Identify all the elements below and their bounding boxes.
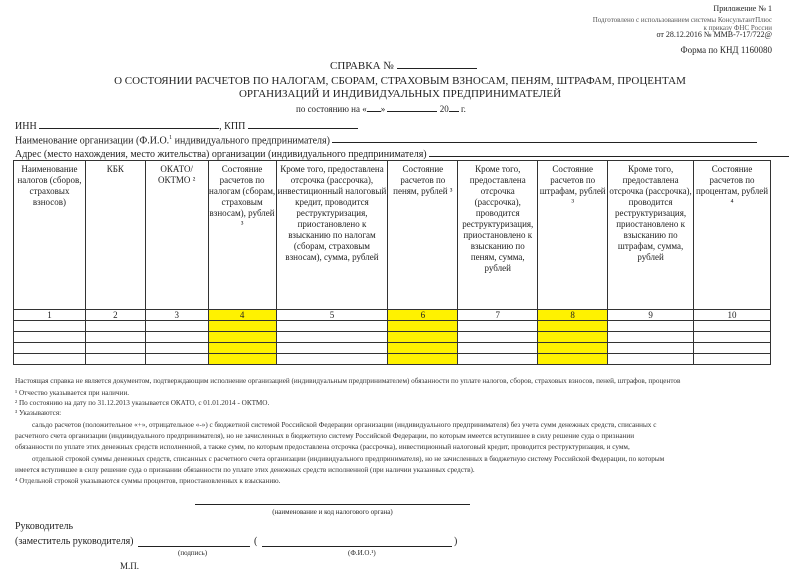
org-name-row: Наименование организации (Ф.И.О.$^1$ индивидуального предпринимателя): [15, 135, 757, 146]
table-cell[interactable]: [538, 343, 608, 354]
table-cell[interactable]: [276, 321, 388, 332]
table-row: [14, 321, 771, 332]
col-number: 2: [85, 310, 145, 321]
doc-subtitle-2: ОРГАНИЗАЦИЙ И ИНДИВИДУАЛЬНЫХ ПРЕДПРИНИМАТЕЛЕЙ: [238, 88, 562, 100]
year-field[interactable]: [449, 111, 459, 112]
table-cell[interactable]: [14, 332, 86, 343]
col-number: 5: [276, 310, 388, 321]
day-field[interactable]: [367, 111, 381, 112]
disclaimer-note: Настоящая справка не является документом, подтверждающим исполнение организацией (индивидуальным предпринимателем) обязанности по уплате налогов, сборов, страховых взносов, пеней, штрафов, процентов: [15, 377, 681, 385]
col-header-tax-deferral: Кроме того, предоставлена отсрочка (рассрочка), инвестиционный налоговый кредит, проводится реструктуризация, приостановлено к взысканию по налогам (сборам, страховым взносам), сумма, рублей: [276, 161, 388, 310]
col-number: 7: [458, 310, 538, 321]
address-input[interactable]: [429, 156, 789, 157]
col-header-tax-state: Состояние расчетов по налогам (сборам, страховым взносам), рублей ³: [208, 161, 276, 310]
table-cell[interactable]: [538, 354, 608, 365]
inn-input[interactable]: [39, 128, 219, 129]
stamp-label: М.П.: [120, 561, 140, 571]
table-cell[interactable]: [14, 354, 86, 365]
footnote-3-line-4: отдельной строкой суммы денежных средств, списанных с расчетного счета организации (индивидуального предпринимателя), но не зачисленных в бюджетную систему Российской Федерации, по которым: [32, 455, 665, 463]
as-of-date: по состоянию на « » 20 г.: [296, 104, 466, 114]
table-cell[interactable]: [85, 343, 145, 354]
deputy-label: (заместитель руководителя): [15, 536, 134, 547]
doc-number-field[interactable]: [397, 68, 477, 69]
fio-line[interactable]: [262, 546, 452, 547]
table-cell[interactable]: [694, 332, 771, 343]
footnote-4: ⁴ Отдельной строкой указываются суммы процентов, приостановленных к взысканию.: [15, 477, 281, 485]
footnote-3-line-5: имеется вступившее в силу решение суда о признании обязанности по уплате этих денежных средств исполненной (при наличии указанных средств).: [15, 466, 475, 474]
fio-close-paren: ): [454, 536, 458, 547]
kpp-input[interactable]: [248, 128, 358, 129]
col-number: 6: [388, 310, 458, 321]
col-header-kbk: КБК: [85, 161, 145, 310]
signature-line[interactable]: [138, 546, 250, 547]
table-cell[interactable]: [145, 321, 208, 332]
doc-subtitle: О СОСТОЯНИИ РАСЧЕТОВ ПО НАЛОГАМ, СБОРАМ, СТРАХОВЫМ ВЗНОСАМ, ПЕНЯМ, ШТРАФАМ, ПРОЦЕНТАМ: [114, 75, 686, 87]
table-cell[interactable]: [694, 321, 771, 332]
table-cell[interactable]: [388, 321, 458, 332]
fio-open-paren: (: [254, 536, 258, 547]
footnote-3-line-1: сальдо расчетов (положительное «+», отрицательное «-») с бюджетной системой Российской Федерации организации (индивидуального предпринимателя) без учета сумм денежных средств, списанных с: [32, 421, 657, 429]
table-cell[interactable]: [208, 354, 276, 365]
footnote-2: ² По состоянию на дату по 31.12.2013 указывается ОКАТО, с 01.01.2014 - ОКТМО.: [15, 399, 270, 407]
footnote-3-line-3: обязанности по уплате этих денежных средств исполненной, а также сумм, по которым предоставлена отсрочка (рассрочка), инвестиционный налоговый кредит, проводится реструктуризация, и сумм,: [15, 443, 630, 451]
settlements-table: [13, 160, 771, 365]
table-row: [14, 343, 771, 354]
authority-caption: (наименование и код налогового органа): [272, 508, 393, 516]
col-header-penalty-state: Состояние расчетов по пеням, рублей ³: [388, 161, 458, 310]
order-date: от 28.12.2016 № ММВ-7-17/722@: [656, 30, 772, 39]
appendix-label: Приложение № 1: [713, 4, 772, 13]
table-cell[interactable]: [538, 321, 608, 332]
col-header-oktmo: ОКАТО/ ОКТМО ²: [145, 161, 208, 310]
col-header-tax: Наименование налогов (сборов, страховых взносов): [14, 161, 86, 310]
col-header-interest-state: Состояние расчетов по процентам, рублей ⁴: [694, 161, 771, 310]
table-cell[interactable]: [608, 354, 694, 365]
col-number: 10: [694, 310, 771, 321]
table-cell[interactable]: [608, 321, 694, 332]
table-cell[interactable]: [608, 343, 694, 354]
table-cell[interactable]: [145, 343, 208, 354]
table-cell[interactable]: [85, 321, 145, 332]
table-cell[interactable]: [458, 321, 538, 332]
col-number: 4: [208, 310, 276, 321]
sign-caption: (подпись): [178, 549, 208, 557]
table-cell[interactable]: [208, 321, 276, 332]
footnote-3-line-2: расчетного счета организации (индивидуального предпринимателя), но не зачисленных в бюджетную систему Российской Федерации, по которым имеется вступившее в силу решение суда о признании: [15, 432, 635, 440]
head-label: Руководитель: [15, 521, 74, 532]
col-header-penalty-deferral: Кроме того, предоставлена отсрочка (рассрочка), проводится реструктуризация, приостановлено к взысканию по пеням, сумма, рублей: [458, 161, 538, 310]
col-number: 1: [14, 310, 86, 321]
month-field[interactable]: [387, 111, 437, 112]
table-cell[interactable]: [388, 332, 458, 343]
col-header-fine-state: Состояние расчетов по штрафам, рублей ³: [538, 161, 608, 310]
col-number: 3: [145, 310, 208, 321]
table-cell[interactable]: [14, 321, 86, 332]
table-cell[interactable]: [208, 332, 276, 343]
table-cell[interactable]: [608, 332, 694, 343]
table-cell[interactable]: [208, 343, 276, 354]
table-cell[interactable]: [388, 343, 458, 354]
table-cell[interactable]: [694, 354, 771, 365]
footnote-3: ³ Указываются:: [15, 409, 62, 417]
table-cell[interactable]: [276, 332, 388, 343]
table-cell[interactable]: [694, 343, 771, 354]
col-header-fine-deferral: Кроме того, предоставлена отсрочка (рассрочка), проводится реструктуризация, приостановлено к взысканию по штрафам, сумма, рублей: [608, 161, 694, 310]
table-cell[interactable]: [85, 354, 145, 365]
footnote-1: ¹ Отчество указывается при наличии.: [15, 389, 130, 397]
org-name-input[interactable]: [332, 142, 757, 143]
col-number: 9: [608, 310, 694, 321]
form-code: Форма по КНД 1160080: [680, 45, 772, 55]
table-cell[interactable]: [145, 354, 208, 365]
authority-line[interactable]: [195, 504, 470, 505]
prepared-note: Подготовлено с использованием системы КонсультантПлюс: [592, 16, 772, 24]
table-cell[interactable]: [85, 332, 145, 343]
table-cell[interactable]: [276, 354, 388, 365]
order-ref: к приказу ФНС России: [703, 24, 772, 32]
table-row: [14, 354, 771, 365]
col-number: 8: [538, 310, 608, 321]
table-cell[interactable]: [458, 332, 538, 343]
fio-caption: (Ф.И.О.¹): [348, 549, 376, 557]
table-row: [14, 332, 771, 343]
table-cell[interactable]: [145, 332, 208, 343]
table-cell[interactable]: [458, 343, 538, 354]
table-cell[interactable]: [538, 332, 608, 343]
inn-row: ИНН , КПП: [15, 121, 358, 132]
doc-title: СПРАВКА №: [330, 60, 477, 72]
address-row: Адрес (место нахождения, место жительства) организации (индивидуального предпринимателя): [15, 149, 789, 160]
table-cell[interactable]: [388, 354, 458, 365]
table-cell[interactable]: [14, 343, 86, 354]
table-cell[interactable]: [458, 354, 538, 365]
table-cell[interactable]: [276, 343, 388, 354]
